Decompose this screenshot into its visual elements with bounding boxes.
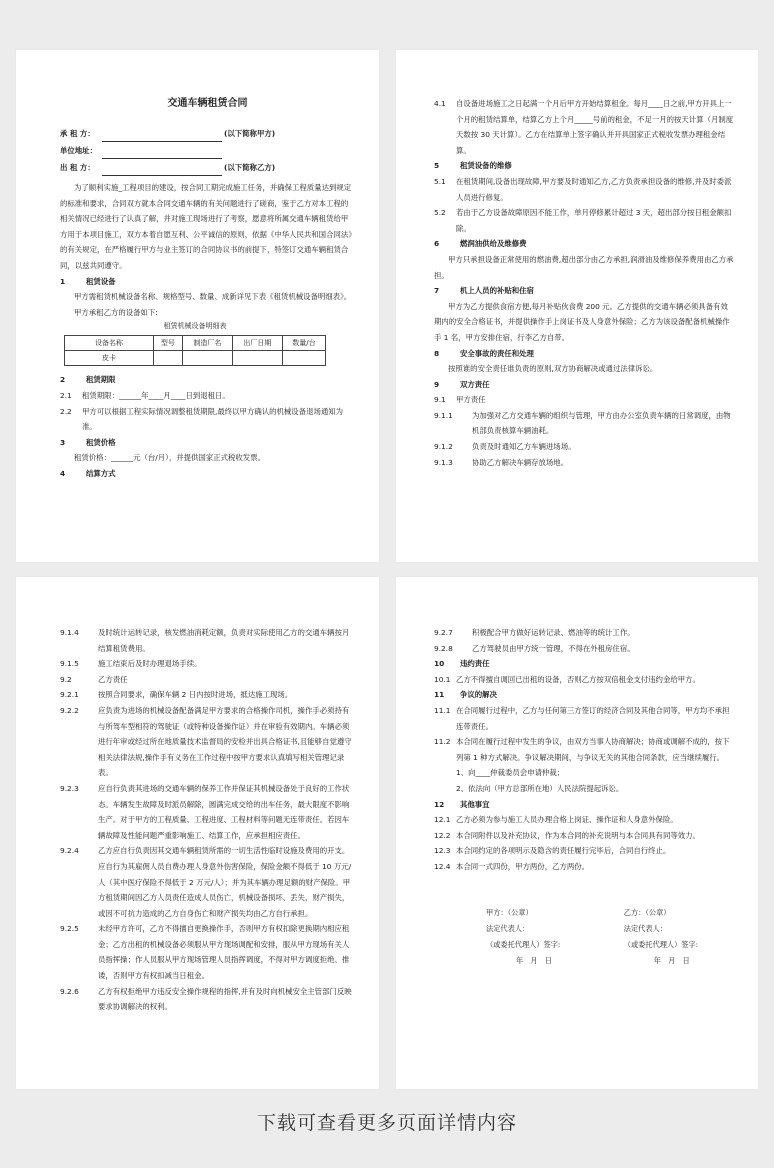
clause-number: 11.2 <box>434 737 451 747</box>
clause-text: 本合同约定的各项明示及隐含的责任履行完毕后，合同自行终止。 <box>456 846 671 856</box>
table-cell <box>282 351 325 366</box>
paragraph: 甲方需租赁机械设备名称、规格型号、数量、成新详见下表《租赁机械设备明细表》。 <box>74 292 352 302</box>
clause-text: 及时统计运转记录，核发燃油消耗定额，负责对实际使用乙方的交通车辆按月结算租赁费用。 <box>98 628 350 653</box>
table-cell: 皮卡 <box>65 351 154 366</box>
section-number: 2 <box>60 375 66 385</box>
clause-number: 9.1.1 <box>434 410 453 420</box>
clause <box>60 984 355 1015</box>
table-caption: 租赁机械设备明细表 <box>163 322 227 331</box>
clause-number: 4.1 <box>434 99 446 108</box>
clause <box>434 828 734 844</box>
clause-text: 租赁期限：______年____月____日到退租日。 <box>82 390 230 400</box>
clause-number: 10.1 <box>434 674 451 684</box>
section-heading <box>434 158 734 174</box>
section-title: 结算方式 <box>86 468 116 478</box>
clause-number: 9.1 <box>434 395 446 405</box>
clause <box>434 859 734 875</box>
section-heading <box>60 372 355 388</box>
clause-text: 本合同附件以及补充协议，作为本合同的补充说明与本合同具有同等效力。 <box>456 830 700 840</box>
clause-number: 9.2.3 <box>60 783 79 793</box>
table-cell <box>154 351 183 366</box>
section-heading <box>434 656 734 672</box>
clause-text: 应自行负责其进场的交通车辆的保养工作并保证其机械设备处于良好的工作状态。车辆发生故障及时派员解除，圆满完成交给的出车任务，最大限度不影响生产。对于甲方的工程质量、工程进度、工程材料等问题无连带责任。若因车辆故障及性能问题严重影响施工、结算工作，应承担相应责任。 <box>98 783 350 840</box>
contract-page-1 <box>16 50 379 562</box>
clause-number: 2.2 <box>60 406 72 416</box>
unit-address-field <box>60 142 355 159</box>
clause <box>60 625 355 656</box>
clause-text: 按照合同要求，确保车辆 2 日内按时进场，抵达施工现场。 <box>98 690 293 700</box>
clause <box>60 703 355 781</box>
clause <box>434 734 734 765</box>
party-b-label: 出 租 方： <box>60 163 95 172</box>
clause-text: 乙方有权拒绝甲方违反安全操作规程的指挥,并有及时向机械安全主管部门反映要求协调解决的权利。 <box>98 986 352 1012</box>
clause-number: 5.1 <box>434 176 446 186</box>
party-a-legal-rep: 法定代表人： <box>486 923 530 933</box>
section-title: 争议的解决 <box>460 690 497 700</box>
party-a-blank <box>102 131 222 142</box>
table-header-cell: 型号 <box>154 336 183 351</box>
paragraph: 甲方承租乙方的设备如下: <box>74 307 158 317</box>
unit-address-blank <box>102 148 222 159</box>
section-number: 9 <box>434 379 440 389</box>
section-number: 1 <box>60 276 66 286</box>
clause-number: 2.1 <box>60 390 72 400</box>
party-a-label: 承 租 方： <box>60 129 95 138</box>
section-number: 8 <box>434 348 440 358</box>
clause-text: 乙方责任 <box>98 674 128 684</box>
download-more-link[interactable]: 下载可查看更多页面详情内容 <box>256 1112 517 1134</box>
contract-page-4 <box>396 577 758 1089</box>
clause-text: 未经甲方许可，乙方不得擅自更换操作手，否则甲方有权扣除更换期内相应租金；乙方出租的机械设备必须服从甲方现场调配和安排，服从甲方现场有关人员指挥操；作人员服从甲方现场管理人员指挥调度，不得对甲方调度拒绝、推诿，否则甲方有权扣减当日租金。 <box>98 924 350 981</box>
clause-number: 9.2.8 <box>434 643 453 653</box>
table-header-cell: 设备名称 <box>65 336 154 351</box>
party-b-field <box>60 159 355 176</box>
clause-text: 在租赁期间,设备出现故障,甲方要及时通知乙方,乙方负责承担设备的维修,并及时委派人员进行修复。 <box>456 176 732 202</box>
party-b-seal-label: 乙方：（公章） <box>623 907 671 917</box>
section-title: 机上人员的补贴和住宿 <box>460 286 534 296</box>
clause <box>434 455 734 471</box>
party-a-agent: （或委托代理人）签字: <box>486 939 561 949</box>
clause-text: 乙方必须为参与施工人员办理合格上岗证、操作证和人身意外保险。 <box>456 815 678 825</box>
clause <box>434 843 734 859</box>
clause-text: 为加强对乙方交通车辆的组织与管理，甲方由办公室负责车辆的日常调度，由物机部负责核算车辆油耗。 <box>472 410 731 436</box>
clause <box>60 921 355 983</box>
equipment-table <box>64 335 326 366</box>
clause-text: 乙方应自行负责因其交通车辆租赁所需的一切生活性临时设施及费用的开支。应自行为其雇佣人员自费办理人身意外伤害保险，保险金额不得低于 10 万元/人（其中医疗保险不得低于 2 万元/人）；并为其车辆办理足额的财产保险。甲方租赁期间因乙方人员责任造成人员伤亡，机械设备损坏、丢失，财产损失，或因不可抗力造成的乙方自身伤亡和财产损失均由乙方自行承担。 <box>98 846 352 918</box>
clause-text: 积极配合甲方做好运转记录、燃油等的统计工作。 <box>472 628 635 637</box>
clause <box>434 96 734 158</box>
paragraph: 甲方只承担设备正常使用的燃油费,超出部分由乙方承担,润滑油及维修保养费用由乙方承担。 <box>434 254 734 280</box>
clause-number: 11.1 <box>434 705 451 715</box>
dispute-option-2: 2、依法向（甲方总部所在地）人民法院提起诉讼。 <box>456 783 624 793</box>
section-heading <box>60 435 355 451</box>
clause <box>60 388 355 404</box>
clause <box>60 843 355 921</box>
contract-page-3 <box>16 577 379 1089</box>
section-title: 租赁设备的维修 <box>460 161 512 171</box>
paragraph: 租赁价格：______元（台/月），并提供国家正式税收发票。 <box>74 453 265 463</box>
clause-text: 若由于乙方设备故障原因不能工作，单月停修累计超过 3 天，超出部分按日租金额扣除。 <box>456 208 732 233</box>
table-row <box>65 351 326 366</box>
section-title: 租赁价格 <box>86 437 116 447</box>
section-heading <box>60 466 355 482</box>
clause-text: 自设备进场施工之日起满一个月后甲方开始结算租金。每月____日之前,甲方开具上一个月的租赁结算单，结算乙方上个月_____号前的租金，不足一月的按天计算（月制度天数按 30 天计算）。乙方在结算单上签字确认并开具国家正式税收发票办理租金结算。 <box>456 99 734 155</box>
clause-text: 甲方可以根据工程实际情况调整租赁期限,最终以甲方确认的机械设备退场通知为准。 <box>82 406 344 432</box>
clause <box>434 392 734 408</box>
party-b-agent: （或委托代理人）签字: <box>623 939 699 949</box>
clause <box>434 703 734 734</box>
clause <box>434 672 734 688</box>
clause-text: 乙方驾驶员由甲方统一管理，不得在外租房住宿。 <box>472 643 635 653</box>
section-number: 4 <box>60 468 66 478</box>
section-number: 10 <box>434 659 445 669</box>
section-title: 租赁设备 <box>86 276 116 286</box>
clause-number: 12.1 <box>434 815 451 825</box>
clause-number: 5.2 <box>434 208 446 218</box>
clause-number: 12.3 <box>434 846 451 856</box>
section-title: 其他事宜 <box>460 799 490 809</box>
clause-number: 9.2.1 <box>60 690 79 700</box>
table-header-row <box>65 336 326 351</box>
table-header-cell: 数量/台 <box>282 336 325 351</box>
clause <box>60 404 355 435</box>
party-a-date: 年 月 日 <box>516 955 552 965</box>
clause <box>434 625 734 641</box>
section-heading <box>434 283 734 299</box>
clause-text: 本合同在履行过程中发生的争议，由双方当事人协商解决；协商或调解不成的，按下列第 1 种方式解决。争议解决期间，与争议无关的其他合同条款，应当继续履行。 <box>456 737 730 762</box>
section-title: 燃润油供给及维修费 <box>460 239 527 249</box>
party-a-seal-label: 甲方：（公章） <box>486 907 533 917</box>
section-title: 租赁期限 <box>86 375 116 385</box>
clause-number: 12.4 <box>434 861 451 871</box>
clause-text: 负责及时通知乙方车辆进场场。 <box>472 442 576 452</box>
clause-text: 应负责为进场的机械设备配备满足甲方要求的合格操作司机，操作手必须持有与所驾车型相符的驾驶证（或特种设备操作证）并在审验有效期内。车辆必须进行年审或经过所在地质量技术监督局的安检并出具合格证书,且能够自觉遵守相关法律法规,操作手有义务在工作过程中按甲方要求认真填写相关管理记录表。 <box>98 705 352 778</box>
signature-block <box>486 905 734 969</box>
party-b-signature <box>624 905 734 969</box>
section-title: 双方责任 <box>460 379 490 389</box>
paragraph: 按照谁的安全责任谁负责的原则,双方协商解决或通过法律诉讼。 <box>448 364 658 374</box>
party-a-signature <box>486 905 624 969</box>
intro-paragraph: 为了顺利实施_工程项目的建设，按合同工期完成施工任务，并确保工程质量达到规定的标准和要求，合同双方就本合同交通车辆的有关问题进行了磋商，鉴于乙方对本工程的相关情况已经进行了认真了解，并对施工现场进行了考察，愿意将所属交通车辆租赁给甲方用于本项目施工，双方本着自愿互利、公平诚信的原则，依据《中华人民共和国合同法》的有关规定，在严格履行甲方与业主签订的合同协议书的前提下，特签订交通车辆租赁合同，以兹共同遵守。 <box>60 183 352 270</box>
contract-page-2 <box>396 50 758 562</box>
section-title: 安全事故的责任和处理 <box>460 348 534 358</box>
clause-text: 协助乙方解决车辆存放场地。 <box>472 457 569 467</box>
clause-number: 9.1.3 <box>434 457 453 467</box>
paragraph: 甲方为乙方提供食宿方便,每月补贴伙食费 200 元。乙方提供的交通车辆必须具备有效期内的安全合格证书，并提供操作手上岗证书及人身意外保险；乙方为该设备配备机械操作手 1 名，甲方安排住宿，行李乙方自带。 <box>434 301 730 342</box>
clause <box>434 408 734 439</box>
section-heading <box>434 687 734 703</box>
clause-number: 9.2.7 <box>434 628 453 637</box>
section-heading <box>434 797 734 813</box>
document-title: 交通车辆租赁合同 <box>167 98 248 109</box>
party-b-blank <box>102 165 222 176</box>
section-title: 违约责任 <box>460 659 490 669</box>
section-heading <box>434 346 734 362</box>
clause-number: 9.2.6 <box>60 986 79 996</box>
clause <box>60 672 355 688</box>
party-a-note: (以下简称甲方) <box>224 129 276 138</box>
clause-number: 9.2.5 <box>60 924 79 934</box>
clause <box>434 439 734 455</box>
section-number: 12 <box>434 799 445 809</box>
clause <box>60 781 355 843</box>
party-a-field <box>60 125 355 142</box>
clause-number: 9.2 <box>60 674 72 684</box>
table-cell <box>182 351 232 366</box>
table-header-cell: 出厂日期 <box>232 336 282 351</box>
unit-address-label: 单位地址： <box>60 146 97 155</box>
section-heading <box>60 274 355 290</box>
section-number: 5 <box>434 161 440 171</box>
section-heading <box>434 377 734 393</box>
clause <box>60 656 355 672</box>
clause-text: 在合同履行过程中，乙方与任何第三方签订的经济合同及其他合同等，甲方均不承担连带责任。 <box>456 705 730 731</box>
clause <box>434 812 734 828</box>
clause-number: 9.1.2 <box>434 442 453 452</box>
party-b-legal-rep: 法定代表人： <box>623 923 667 933</box>
section-number: 11 <box>434 690 445 700</box>
clause-number: 9.1.5 <box>60 659 79 669</box>
clause-number: 9.2.2 <box>60 705 79 715</box>
section-number: 7 <box>434 286 440 296</box>
clause-number: 12.2 <box>434 830 451 840</box>
clause-text: 乙方不得擅自调回已出租的设备，否则乙方按双倍租金支付违约金给甲方。 <box>456 674 700 684</box>
clause <box>434 174 734 205</box>
clause-number: 9.1.4 <box>60 628 79 637</box>
section-heading <box>434 236 734 252</box>
table-cell <box>232 351 282 366</box>
clause <box>434 205 734 236</box>
clause-text: 本合同一式四份，甲方两份，乙方两份。 <box>456 861 590 871</box>
party-b-note: (以下简称乙方) <box>224 163 276 172</box>
table-header-cell: 制造厂名 <box>182 336 232 351</box>
dispute-option-1: 1、向____仲裁委员会申请仲裁； <box>456 768 565 778</box>
clause <box>434 641 734 657</box>
section-number: 3 <box>60 437 66 447</box>
clause-number: 9.2.4 <box>60 846 79 856</box>
clause-text: 施工结束后及时办理退场手续。 <box>98 659 202 669</box>
party-b-date: 年 月 日 <box>653 955 690 965</box>
clause <box>60 687 355 703</box>
clause-text: 甲方责任 <box>456 395 486 405</box>
section-number: 6 <box>434 239 440 249</box>
